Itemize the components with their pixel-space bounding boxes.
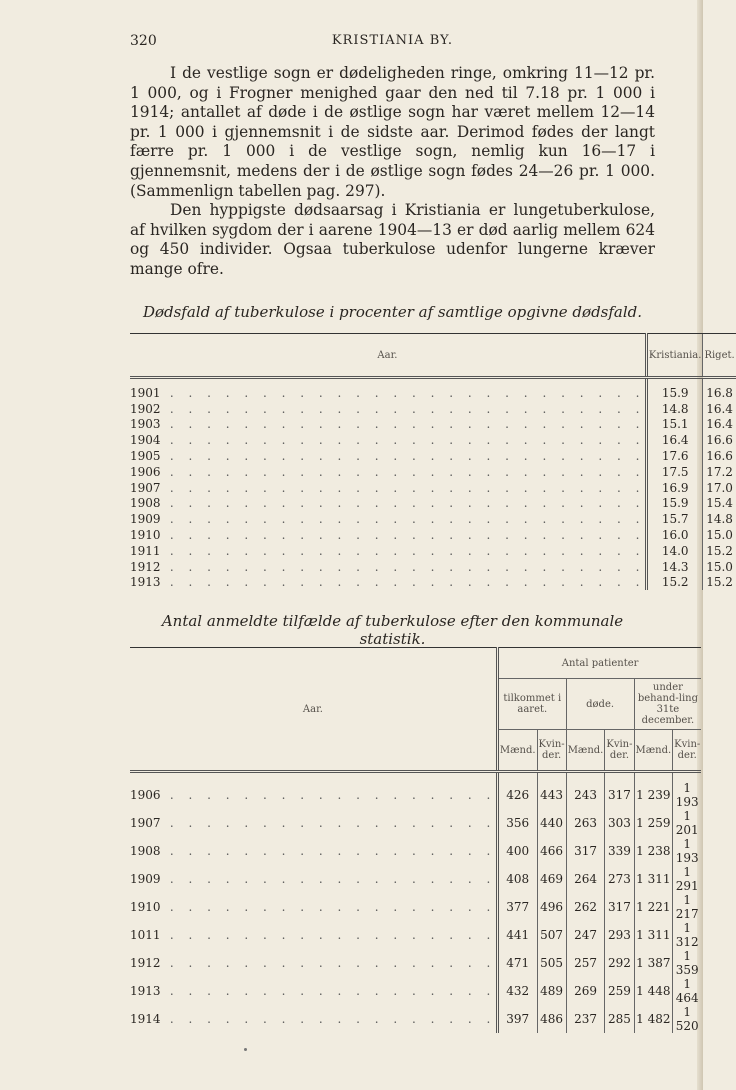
- cell-um: 1 448: [634, 977, 673, 1005]
- col-header-tilkommet: tilkommet i aaret.: [497, 679, 566, 730]
- page-number: 320: [130, 33, 157, 49]
- row-year: 1908 . . . . . . . . . . . . . . . . . . . . . . . . . .: [130, 496, 645, 511]
- cell-dm: 243: [566, 772, 605, 810]
- cell-dm: 257: [566, 949, 605, 977]
- cell-dk: 292: [605, 949, 634, 977]
- col-header-under-behandling: under behand-ling 31te december.: [634, 679, 701, 730]
- cell-dm: 317: [566, 837, 605, 865]
- cell-riget: 16.6: [703, 432, 736, 448]
- col-header-kristiania: Kristiania.: [646, 334, 703, 378]
- cell-um: 1 259: [634, 809, 673, 837]
- col-header-kvinder: Kvin-der.: [673, 730, 702, 772]
- col-header-riget: Riget.: [703, 334, 736, 378]
- row-year: 1912 . . . . . . . . . . . . . . . . . . . . . . . . . .: [130, 559, 645, 574]
- tuberculosis-percent-table: [130, 333, 736, 590]
- cell-um: 1 311: [634, 865, 673, 893]
- cell-uk: 1 520: [673, 1005, 702, 1033]
- cell-tk: 466: [537, 837, 566, 865]
- row-year: 1912 . . . . . . . . . . . . . . . . . .: [130, 956, 496, 970]
- row-year: 1911 . . . . . . . . . . . . . . . . . . . . . . . . . .: [130, 543, 645, 558]
- cell-dm: 269: [566, 977, 605, 1005]
- cell-dk: 303: [605, 809, 634, 837]
- table-row: [130, 401, 736, 417]
- cell-kristiania: 14.3: [646, 559, 703, 575]
- paragraph-2: Den hyppigste dødsaarsag i Kristiania er lungetuberkulose, af hvilken sygdom der i aarene 1904—13 er død aarlig mellem 624 og 450 individer. Ogsaa tuberkulose udenfor lungerne kræver mange ofre.: [130, 201, 655, 278]
- table-row: [130, 496, 736, 512]
- table-row: [130, 977, 701, 1005]
- table-row: [130, 865, 701, 893]
- cell-tk: 505: [537, 949, 566, 977]
- cell-tm: 408: [497, 865, 537, 893]
- row-year: 1901 . . . . . . . . . . . . . . . . . . . . . . . . . .: [130, 385, 645, 400]
- cell-um: 1 238: [634, 837, 673, 865]
- col-header-kvinder: Kvin-der.: [537, 730, 566, 772]
- cell-um: 1 387: [634, 949, 673, 977]
- cell-riget: 16.8: [703, 378, 736, 401]
- tuberculosis-cases-table: [130, 647, 701, 1033]
- cell-riget: 17.0: [703, 480, 736, 496]
- row-year: 1907 . . . . . . . . . . . . . . . . . .: [130, 816, 496, 830]
- col-header-group: Antal patienter: [497, 648, 701, 679]
- cell-dm: 262: [566, 893, 605, 921]
- ink-speck: [244, 1048, 247, 1051]
- cell-riget: 16.4: [703, 401, 736, 417]
- row-year: 1904 . . . . . . . . . . . . . . . . . . . . . . . . . .: [130, 433, 645, 448]
- cell-uk: 1 359: [673, 949, 702, 977]
- cell-tm: 471: [497, 949, 537, 977]
- cell-kristiania: 16.9: [646, 480, 703, 496]
- col-header-year: Aar.: [130, 334, 646, 378]
- cell-tk: 469: [537, 865, 566, 893]
- table-row: [130, 559, 736, 575]
- cell-um: 1 221: [634, 893, 673, 921]
- cell-dk: 273: [605, 865, 634, 893]
- cell-uk: 1 217: [673, 893, 702, 921]
- cell-tk: 440: [537, 809, 566, 837]
- paragraph-1: I de vestlige sogn er dødeligheden ringe, omkring 11—12 pr. 1 000, og i Frogner menighed gaar den ned til 7.18 pr. 1 000 i 1914; antallet af døde i de østlige sogn har været mellem 12—14 pr. 1 000 i gjennemsnit i de sidste aar. Derimod fødes der langt færre pr. 1 000 i de vestlige sogn, nemlig kun 16—17 i gjennemsnit, medens der i de østlige sogn fødes 24—26 pr. 1 000. (Sammenlign tabellen pag. 297).: [130, 64, 655, 200]
- cell-kristiania: 17.5: [646, 464, 703, 480]
- table-row: [130, 772, 701, 810]
- body-text: [130, 64, 655, 280]
- cell-uk: 1 193: [673, 837, 702, 865]
- table-row: [130, 1005, 701, 1033]
- cell-kristiania: 14.0: [646, 543, 703, 559]
- row-year: 1913 . . . . . . . . . . . . . . . . . . . . . . . . . .: [130, 575, 645, 590]
- running-title: KRISTIANIA BY.: [331, 33, 454, 48]
- cell-kristiania: 16.0: [646, 527, 703, 543]
- cell-dk: 339: [605, 837, 634, 865]
- cell-riget: 16.6: [703, 448, 736, 464]
- row-year: 1909 . . . . . . . . . . . . . . . . . . . . . . . . . .: [130, 512, 645, 527]
- table-row: [130, 893, 701, 921]
- cell-tk: 507: [537, 921, 566, 949]
- col-header-maend: Mænd.: [497, 730, 537, 772]
- row-year: 1908 . . . . . . . . . . . . . . . . . .: [130, 844, 496, 858]
- row-year: 1907 . . . . . . . . . . . . . . . . . . . . . . . . . .: [130, 480, 645, 495]
- table-row: [130, 432, 736, 448]
- row-year: 1909 . . . . . . . . . . . . . . . . . .: [130, 872, 496, 886]
- row-year: 1902 . . . . . . . . . . . . . . . . . . . . . . . . . .: [130, 401, 645, 416]
- cell-dk: 259: [605, 977, 634, 1005]
- cell-tm: 397: [497, 1005, 537, 1033]
- table-row: [130, 949, 701, 977]
- row-year: 1906 . . . . . . . . . . . . . . . . . . . . . . . . . .: [130, 464, 645, 479]
- col-header-maend: Mænd.: [634, 730, 673, 772]
- cell-tk: 486: [537, 1005, 566, 1033]
- cell-uk: 1 193: [673, 772, 702, 810]
- page-header: [130, 33, 655, 51]
- row-year: 1910 . . . . . . . . . . . . . . . . . .: [130, 900, 496, 914]
- table-row: [130, 417, 736, 433]
- cell-kristiania: 15.9: [646, 496, 703, 512]
- table-row: [130, 511, 736, 527]
- cell-dk: 317: [605, 893, 634, 921]
- table-row: [130, 480, 736, 496]
- row-year: 1903 . . . . . . . . . . . . . . . . . . . . . . . . . .: [130, 417, 645, 432]
- cell-tm: 441: [497, 921, 537, 949]
- row-year: 1011 . . . . . . . . . . . . . . . . . .: [130, 928, 496, 942]
- table-row: [130, 448, 736, 464]
- col-header-year: Aar.: [130, 648, 497, 772]
- row-year: 1910 . . . . . . . . . . . . . . . . . . . . . . . . . .: [130, 528, 645, 543]
- table-row: [130, 921, 701, 949]
- cell-dm: 264: [566, 865, 605, 893]
- cell-kristiania: 15.1: [646, 417, 703, 433]
- cell-kristiania: 17.6: [646, 448, 703, 464]
- cell-uk: 1 291: [673, 865, 702, 893]
- cell-dm: 237: [566, 1005, 605, 1033]
- cell-kristiania: 16.4: [646, 432, 703, 448]
- cell-uk: 1 312: [673, 921, 702, 949]
- cell-dk: 293: [605, 921, 634, 949]
- cell-kristiania: 15.9: [646, 378, 703, 401]
- cell-uk: 1 464: [673, 977, 702, 1005]
- cell-kristiania: 15.7: [646, 511, 703, 527]
- cell-tm: 356: [497, 809, 537, 837]
- row-year: 1914 . . . . . . . . . . . . . . . . . .: [130, 1012, 496, 1026]
- col-header-maend: Mænd.: [566, 730, 605, 772]
- cell-riget: 15.4: [703, 496, 736, 512]
- cell-tm: 400: [497, 837, 537, 865]
- cell-dk: 285: [605, 1005, 634, 1033]
- cell-riget: 14.8: [703, 511, 736, 527]
- cell-dm: 263: [566, 809, 605, 837]
- table2-caption: Antal anmeldte tilfælde af tuberkulose efter den kommunale statistik.: [161, 612, 624, 648]
- cell-kristiania: 15.2: [646, 575, 703, 591]
- table1-caption: Dødsfald af tuberkulose i procenter af samtlige opgivne dødsfald.: [142, 303, 643, 321]
- cell-riget: 15.2: [703, 543, 736, 559]
- cell-tm: 432: [497, 977, 537, 1005]
- table-row: [130, 575, 736, 591]
- cell-riget: 15.0: [703, 559, 736, 575]
- table-row: [130, 378, 736, 401]
- table-row: [130, 543, 736, 559]
- cell-riget: 15.0: [703, 527, 736, 543]
- cell-tm: 377: [497, 893, 537, 921]
- col-header-kvinder: Kvin-der.: [605, 730, 634, 772]
- row-year: 1906 . . . . . . . . . . . . . . . . . .: [130, 788, 496, 802]
- table-row: [130, 527, 736, 543]
- cell-tk: 489: [537, 977, 566, 1005]
- col-header-dode: døde.: [566, 679, 634, 730]
- cell-uk: 1 201: [673, 809, 702, 837]
- row-year: 1905 . . . . . . . . . . . . . . . . . . . . . . . . . .: [130, 449, 645, 464]
- table-row: [130, 464, 736, 480]
- cell-um: 1 239: [634, 772, 673, 810]
- cell-riget: 17.2: [703, 464, 736, 480]
- cell-tk: 443: [537, 772, 566, 810]
- cell-kristiania: 14.8: [646, 401, 703, 417]
- row-year: 1913 . . . . . . . . . . . . . . . . . .: [130, 984, 496, 998]
- cell-dm: 247: [566, 921, 605, 949]
- cell-tm: 426: [497, 772, 537, 810]
- table-row: [130, 837, 701, 865]
- cell-dk: 317: [605, 772, 634, 810]
- cell-um: 1 311: [634, 921, 673, 949]
- cell-riget: 15.2: [703, 575, 736, 591]
- cell-um: 1 482: [634, 1005, 673, 1033]
- cell-tk: 496: [537, 893, 566, 921]
- table-row: [130, 809, 701, 837]
- cell-riget: 16.4: [703, 417, 736, 433]
